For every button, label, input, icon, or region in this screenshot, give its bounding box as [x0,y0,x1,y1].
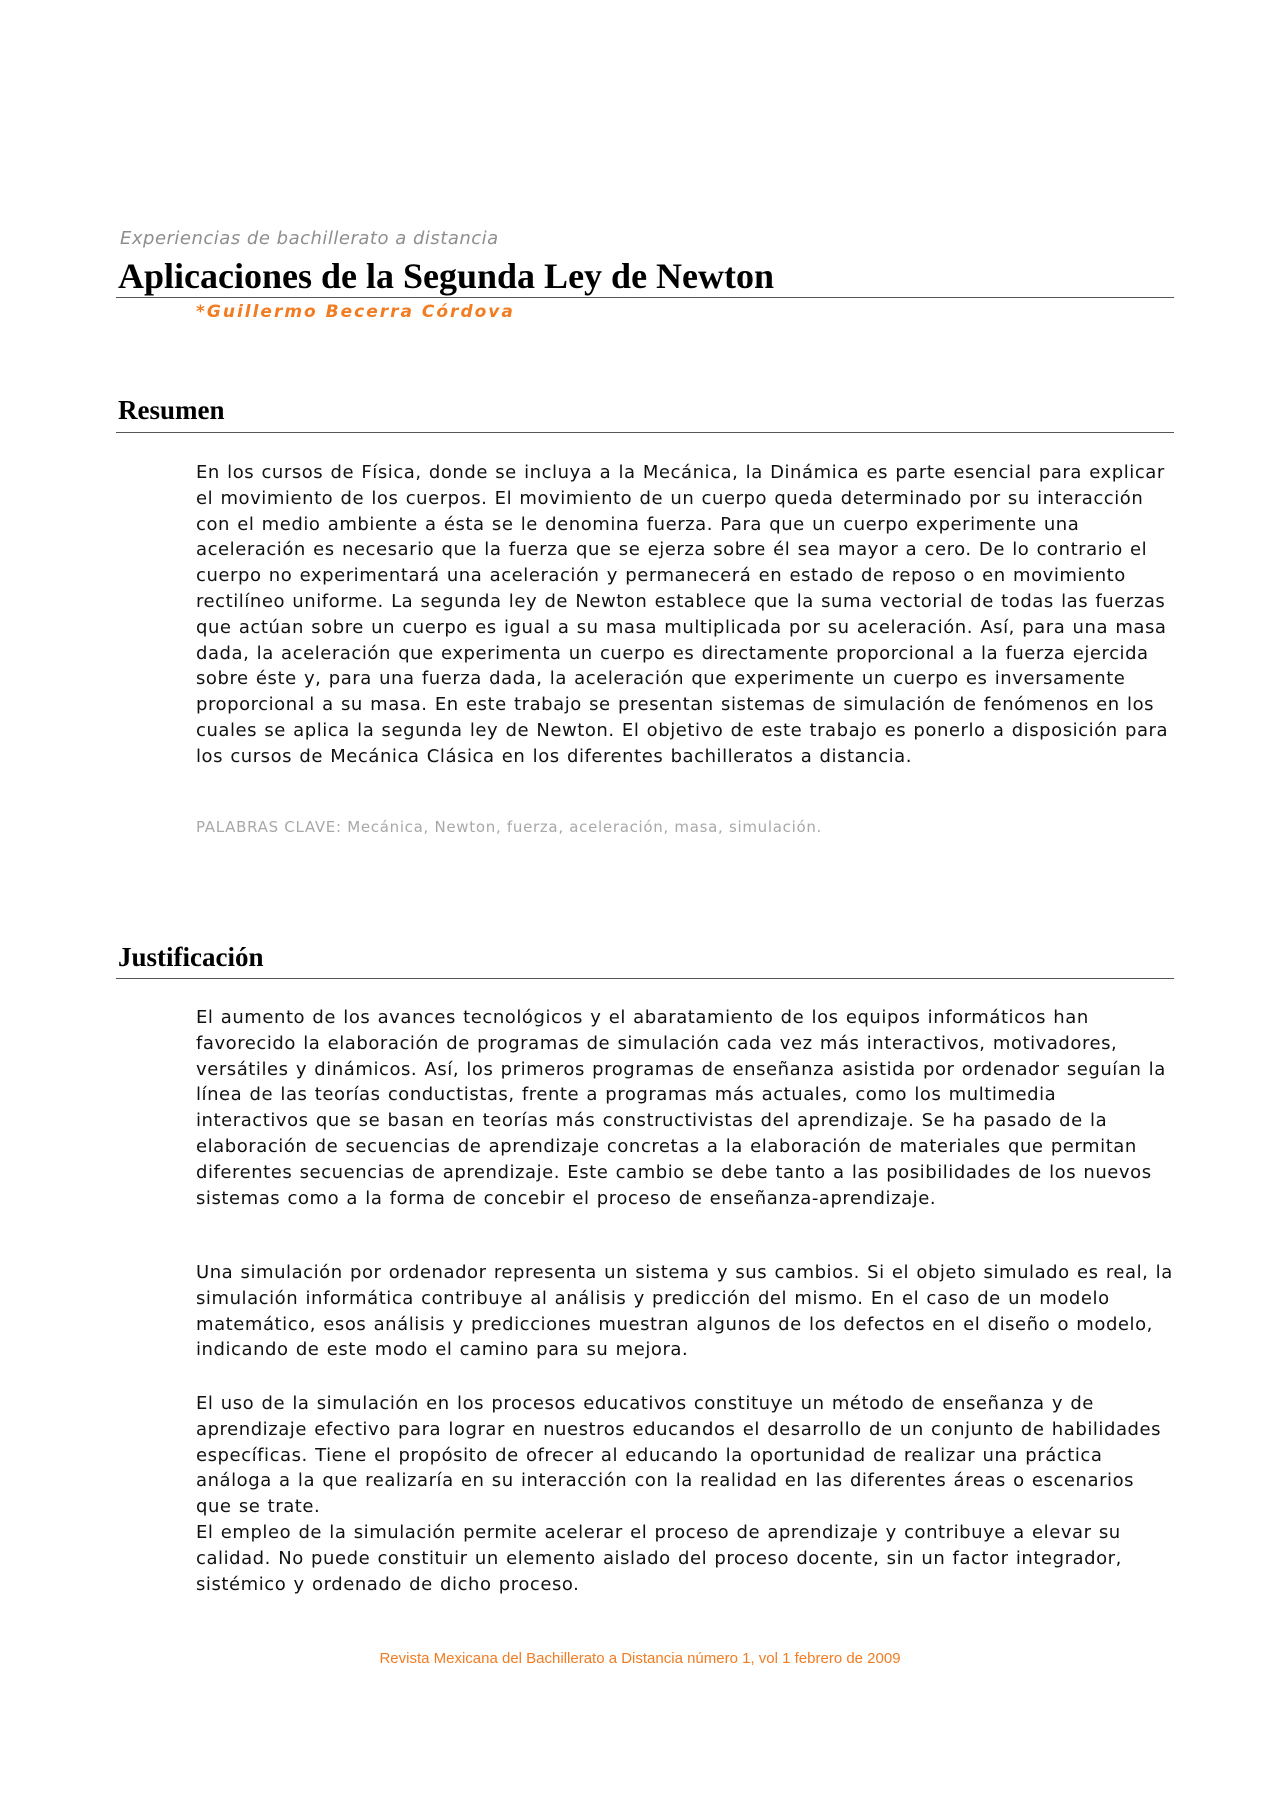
justificacion-heading: Justificación [118,942,264,972]
justificacion-rule [116,978,1174,979]
article-title: Aplicaciones de la Segunda Ley de Newton [118,256,775,296]
journal-footer: Revista Mexicana del Bachillerato a Distancia número 1, vol 1 febrero de 2009 [379,1650,901,1667]
keywords: PALABRAS CLAVE: Mecánica, Newton, fuerza, aceleración, masa, simulación. [196,818,822,836]
justificacion-paragraph-4: El empleo de la simulación permite acelerar el proceso de aprendizaje y contribuye a elevar su calidad. No puede constituir un elemento aislado del proceso docente, sin un factor integrador, sistémico y ordenado de dicho proceso. [196,1522,1122,1595]
section-kicker: Experiencias de bachillerato a distancia [120,228,499,249]
justificacion-paragraph-3: El uso de la simulación en los procesos educativos constituye un método de enseñanza y de aprendizaje efectivo para lograr en nuestros educandos el desarrollo de un conjunto de habilidades específicas. Tiene el propósito de ofrecer al educando la oportunidad de realizar una práctica análoga a la que realizaría en su interacción con la realidad en las diferentes áreas o escenarios que se trate. [196,1393,1162,1518]
justificacion-paragraph-1: El aumento de los avances tecnológicos y el abaratamiento de los equipos informáticos han favorecido la elaboración de programas de simulación cada vez más interactivos, motivadores, versátiles y dinámicos. Así, los primeros programas de enseñanza asistida por ordenador seguían la línea de las teorías conductistas, frente a programas más actuales, como los multimedia interactivos que se basan en teorías más constructivistas del aprendizaje. Se ha pasado de la elaboración de secuencias de aprendizaje concretas a la elaboración de materiales que permitan diferentes secuencias de aprendizaje. Este cambio se debe tanto a las posibilidades de los nuevos sistemas como a la forma de concebir el proceso de enseñanza-aprendizaje. [196,1007,1166,1209]
author-name: *Guillermo Becerra Córdova [196,302,515,322]
justificacion-paragraph-2: Una simulación por ordenador representa un sistema y sus cambios. Si el objeto simulado es real, la simulación informática contribuye al análisis y predicción del mismo. En el caso de un modelo matemático, esos análisis y predicciones muestran algunos de los defectos en el diseño o modelo, indicando de este modo el camino para su mejora. [196,1262,1173,1361]
resumen-paragraph: En los cursos de Física, donde se incluya a la Mecánica, la Dinámica es parte esencial para explicar el movimiento de los cuerpos. El movimiento de un cuerpo queda determinado por su interacción con el medio ambiente a ésta se le denomina fuerza. Para que un cuerpo experimente una aceleración es necesario que la fuerza que se ejerza sobre él sea mayor a cero. De lo contrario el cuerpo no experimentará una aceleración y permanecerá en estado de reposo o en movimiento rectilíneo uniforme. La segunda ley de Newton establece que la suma vectorial de todas las fuerzas que actúan sobre un cuerpo es igual a su masa multiplicada por su aceleración. Así, para una masa dada, la aceleración que experimenta un cuerpo es directamente proporcional a la fuerza ejercida sobre éste y, para una fuerza dada, la aceleración que experimente un cuerpo es inversamente proporcional a su masa. En este trabajo se presentan sistemas de simulación de fenómenos en los cuales se aplica la segunda ley de Newton. El objetivo de este trabajo es ponerlo a disposición para los cursos de Mecánica Clásica en los diferentes bachilleratos a distancia. [196,462,1169,767]
resumen-heading: Resumen [118,395,225,425]
resumen-rule [116,432,1174,433]
title-rule [116,297,1174,298]
